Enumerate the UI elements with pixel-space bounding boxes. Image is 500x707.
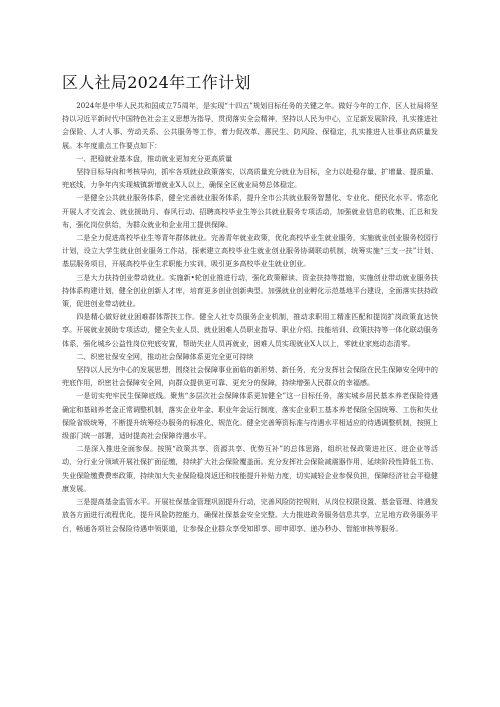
- body-paragraph: 三是大力扶持创业带动就业。实施新•轮创业推进行动，强化政策解读、资金扶持等措施，实施创业带动就业服务扶持体系构建计划，健全创业创新人才库，培育更多创业创新典型。加强就业创业孵化示范基地平台建设，全面落实扶持政策，促进创业带动就业。: [62, 272, 438, 309]
- body-paragraph: 二是深入推进全面参保。按照“政策共享、资源共享、优势互补”的总体思路，组织社保政策进社区、进企业等活动，分行业分领域开展社保扩面征缴，持续扩大社会保险覆盖面。充分发挥社会保险减震器作用，延续阶段性降低工伤、失业保险缴费费率政策，持续加大失业保险稳岗返还和技能提升补贴力度，切实减轻企业参保负担，保障经济社会平稳健康发展。: [62, 444, 438, 493]
- body-paragraph: 一是健全公共就业服务体系，健全完善就业服务体系，提升全市公共就业服务智慧化、专业化、便民化水平。常态化开展人才交流会、就业援助月、春风行动、招聘高校毕业生等公共就业服务专项活动，加强就业信息的收集、汇总和发布，强化岗位供给，为群众就业和企业用工提供保障。: [62, 193, 438, 229]
- body-paragraph: 坚持目标导向和考核导向，抓牢各项就业政策落实，以高质量充分就业为目标，全力以赴稳存量、扩增量、提质量、兜底线，力争年内实现城镇新增就业X人以上，确保全区就业局势总体稳定。: [62, 167, 438, 190]
- document-title: 区人社局2024年工作计划: [62, 73, 251, 92]
- intro-paragraph: 2024年是中华人民共和国成立75周年，是实现“十四五”规划目标任务的关键之年。做好今年的工作，区人社局将坚持以习近平新时代中国特色社会主义思想为指导，贯彻落实全会精神，坚持以人民为中心，立足新发展阶段，扎实推进社会保险、人才人事、劳动关系、公共服务等工作，着力促改革、惠民生、防风险、保稳定，扎实推进人社事业高质量发展。本年度重点工作要点如下：: [62, 101, 438, 150]
- body-paragraph: 三是提高基金监管水平。开展社保基金管理巩固提升行动，完善风险防控规则，从岗位权限设置、基金管理、待遇发放各方面进行流程优化，提升风险防控能力，确保社保基金安全完整。大力推进政务服务信息共享，立足地方政务服务平台，畅通各项社会保险待遇申领渠道，让参保企业群众享受知即享、即申即享、递办秒办、智能审核等服务。: [62, 497, 438, 533]
- body-paragraph: 坚持以人民为中心的发展思想，围绕社会保障事业面临的新形势、新任务，充分发挥社会保险在民生保障安全网中的兜底作用，织密社会保障安全网，向群众提供更可靠、更充分的保障，持续增强人民群众的幸福感。: [62, 365, 438, 388]
- body-paragraph: 四是精心做好就业困难群体帮扶工作。健全人社专员服务企业机制，推动求职用工精准匹配和提岗扩岗政策直达快享。开展就业援助专项活动，健全失业人员、就业困难人员职业指导、职业介绍、技能培训、政策扶持等一体化联动服务体系，强化城乡公益性岗位兜底安置，帮助失业人员再就业，困难人员实现就业X人以上，零就业家庭动态清零。: [62, 312, 438, 348]
- body-paragraph: 一是切实兜牢民生保障底线。聚焦“多层次社会保障体系更加健全”这一目标任务，落实城乡居民基本养老保险待遇确定和基础养老金正常调整机制，落实企业年金、职业年金运行制度，落实企业职工基本养老保险全国统筹、工伤和失业保险省级统筹，不断提升统筹经办服务的标准化、规范化。健全完善筹资标准与待遇水平相适应的待遇调整机制，按照上级部门统一部署，适时提高社会保障待遇水平。: [62, 391, 438, 441]
- section-heading-employment: 一、把稳就业基本盘，推动就业更加充分更高质量: [76, 153, 233, 163]
- section-heading-social-security: 二、织密社保安全网，推动社会保障体系更完全更可持续: [76, 351, 254, 361]
- document-body: [62, 99, 438, 535]
- body-paragraph: 二是全力促进高校毕业生等青年群体就业。完善青年就业政策，优化高校毕业生就业服务，实施就业创业服务校园行计划，设立大学生就业创业服务工作站，探索建立高校毕业生就业创业服务协调联动机制，统筹实施“三支一扶”计划、基层服务项目，开展高校毕业生求职能力实训，吸引更多高校毕业生就业创业。: [62, 233, 438, 269]
